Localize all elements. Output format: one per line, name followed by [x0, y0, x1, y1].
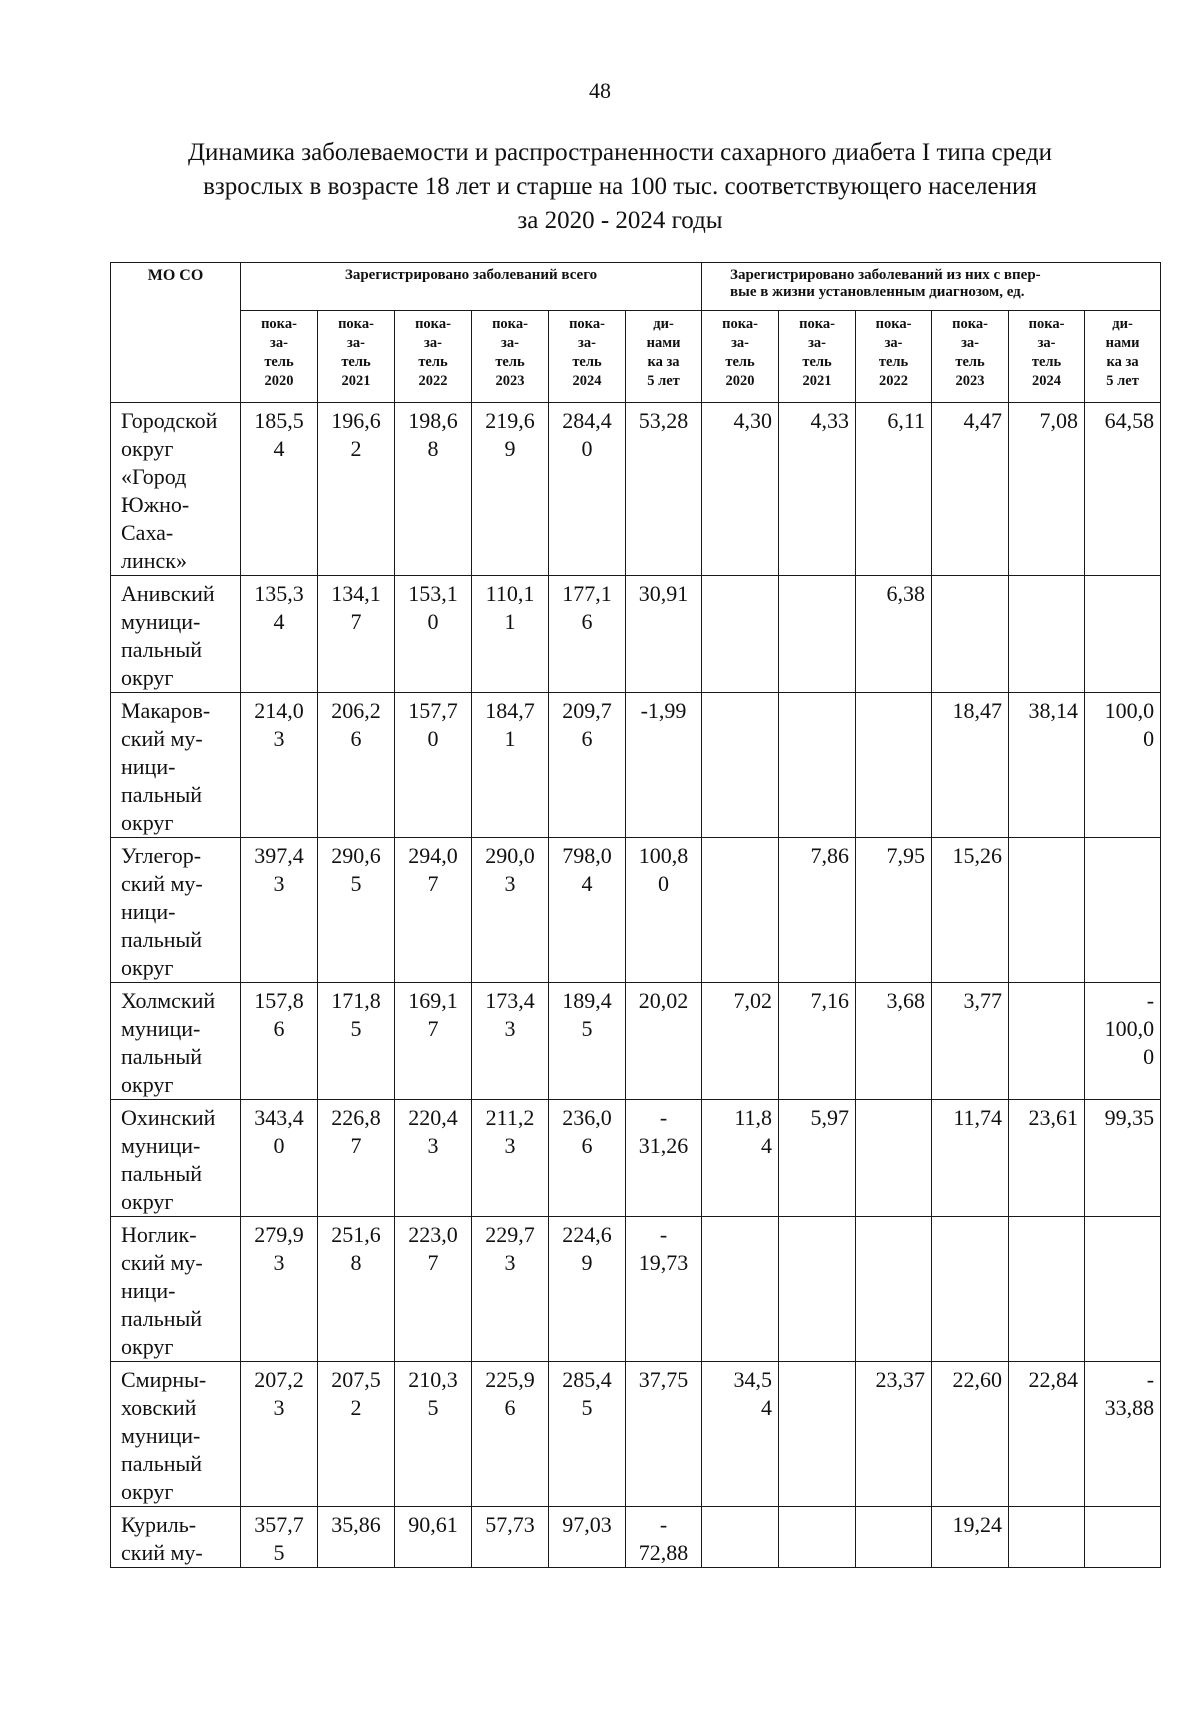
table-cell: - 100,0 0 — [1085, 983, 1161, 1100]
table-cell — [932, 1217, 1009, 1362]
table-cell: 173,4 3 — [472, 983, 549, 1100]
column-header: пока- за- тель 2023 — [932, 311, 1009, 403]
municipality-name: Углегор- ский му- ници- пальный округ — [111, 838, 241, 983]
page-number: 48 — [589, 78, 611, 103]
table-cell: 22,84 — [1009, 1362, 1085, 1507]
column-header: пока- за- тель 2020 — [702, 311, 779, 403]
table-cell — [779, 693, 856, 838]
table-cell: 53,28 — [626, 403, 702, 576]
table-cell: 207,5 2 — [318, 1362, 395, 1507]
table-cell: -1,99 — [626, 693, 702, 838]
table-cell: 294,0 7 — [395, 838, 472, 983]
table-cell: 30,91 — [626, 576, 702, 693]
table-cell: 11,74 — [932, 1100, 1009, 1217]
table-cell: 290,0 3 — [472, 838, 549, 983]
table-cell — [856, 1507, 932, 1568]
table-cell: 798,0 4 — [549, 838, 626, 983]
table-cell — [856, 1217, 932, 1362]
table-cell — [702, 693, 779, 838]
table-cell: 225,9 6 — [472, 1362, 549, 1507]
table-row — [111, 838, 1161, 983]
table-row — [111, 1362, 1161, 1507]
title-line: за 2020 - 2024 годы — [517, 207, 723, 234]
table-cell — [702, 576, 779, 693]
table-cell: 7,08 — [1009, 403, 1085, 576]
table-cell — [702, 1507, 779, 1568]
group-header-all: Зарегистрировано заболеваний всего — [241, 263, 702, 311]
table-cell: 357,7 5 — [241, 1507, 318, 1568]
column-header: пока- за- тель 2020 — [241, 311, 318, 403]
table-cell — [856, 693, 932, 838]
column-header: ди- нами ка за 5 лет — [626, 311, 702, 403]
table-cell: 99,35 — [1085, 1100, 1161, 1217]
table-row — [111, 403, 1161, 576]
table-cell: 206,2 6 — [318, 693, 395, 838]
table-cell: 229,7 3 — [472, 1217, 549, 1362]
column-header: пока- за- тель 2021 — [779, 311, 856, 403]
table-cell: 207,2 3 — [241, 1362, 318, 1507]
table-cell: 224,6 9 — [549, 1217, 626, 1362]
table-cell: 220,4 3 — [395, 1100, 472, 1217]
group-header-first-diagnosed — [702, 263, 1161, 311]
table-cell: 7,86 — [779, 838, 856, 983]
table-cell: 223,0 7 — [395, 1217, 472, 1362]
table-cell: 171,8 5 — [318, 983, 395, 1100]
table-cell — [1009, 838, 1085, 983]
group-header-line: Зарегистрировано заболеваний из них с впер- — [730, 267, 1041, 283]
table-cell: 6,38 — [856, 576, 932, 693]
table-cell — [856, 1100, 932, 1217]
table-cell: 284,4 0 — [549, 403, 626, 576]
table-cell: 6,11 — [856, 403, 932, 576]
table-cell: 64,58 — [1085, 403, 1161, 576]
group-header-line: вые в жизни установленным диагнозом, ед. — [730, 284, 1025, 300]
table-cell: 290,6 5 — [318, 838, 395, 983]
table-cell: 189,4 5 — [549, 983, 626, 1100]
table-cell — [1009, 983, 1085, 1100]
table-cell: 4,30 — [702, 403, 779, 576]
table-cell: 3,77 — [932, 983, 1009, 1100]
table-row — [111, 1217, 1161, 1362]
table-cell: 23,61 — [1009, 1100, 1085, 1217]
table-cell — [702, 838, 779, 983]
table-cell — [932, 576, 1009, 693]
table-cell: 57,73 — [472, 1507, 549, 1568]
column-header: пока- за- тель 2022 — [856, 311, 932, 403]
table-cell: 185,5 4 — [241, 403, 318, 576]
table-cell: 134,1 7 — [318, 576, 395, 693]
table-cell: 184,7 1 — [472, 693, 549, 838]
municipality-name: Ноглик- ский му- ници- пальный округ — [111, 1217, 241, 1362]
table-cell: 177,1 6 — [549, 576, 626, 693]
table-cell — [779, 1507, 856, 1568]
municipality-name: Куриль- ский му- — [111, 1507, 241, 1568]
column-header: ди- нами ка за 5 лет — [1085, 311, 1161, 403]
table-cell: 90,61 — [395, 1507, 472, 1568]
table-row — [111, 1100, 1161, 1217]
table-cell: 343,4 0 — [241, 1100, 318, 1217]
table-row — [111, 693, 1161, 838]
table-cell — [1009, 1217, 1085, 1362]
table-cell — [779, 1362, 856, 1507]
table-cell: 4,47 — [932, 403, 1009, 576]
table-cell: - 33,88 — [1085, 1362, 1161, 1507]
table-cell: 169,1 7 — [395, 983, 472, 1100]
table-cell: 97,03 — [549, 1507, 626, 1568]
table-cell: - 31,26 — [626, 1100, 702, 1217]
municipality-name: Охинский муници- пальный округ — [111, 1100, 241, 1217]
table-cell: 7,16 — [779, 983, 856, 1100]
table-row — [111, 983, 1161, 1100]
table-cell: 226,8 7 — [318, 1100, 395, 1217]
table-row — [111, 576, 1161, 693]
mo-column-header: МО СО — [111, 263, 241, 403]
table-cell — [1085, 838, 1161, 983]
table-cell: 100,0 0 — [1085, 693, 1161, 838]
column-header: пока- за- тель 2024 — [549, 311, 626, 403]
table-cell: 285,4 5 — [549, 1362, 626, 1507]
column-header: пока- за- тель 2024 — [1009, 311, 1085, 403]
table-cell: 397,4 3 — [241, 838, 318, 983]
table-cell — [1085, 576, 1161, 693]
municipality-name: Смирны- ховский муници- пальный округ — [111, 1362, 241, 1507]
table-cell: 196,6 2 — [318, 403, 395, 576]
table-cell: 37,75 — [626, 1362, 702, 1507]
column-header: пока- за- тель 2022 — [395, 311, 472, 403]
table-cell: 157,8 6 — [241, 983, 318, 1100]
table-cell: 19,24 — [932, 1507, 1009, 1568]
table-cell: 34,5 4 — [702, 1362, 779, 1507]
table-cell: 211,2 3 — [472, 1100, 549, 1217]
municipality-name: Холмский муници- пальный округ — [111, 983, 241, 1100]
table-cell: 153,1 0 — [395, 576, 472, 693]
table-cell: 5,97 — [779, 1100, 856, 1217]
table-cell: 135,3 4 — [241, 576, 318, 693]
column-header: пока- за- тель 2021 — [318, 311, 395, 403]
table-cell: 210,3 5 — [395, 1362, 472, 1507]
municipality-name: Макаров- ский му- ници- пальный округ — [111, 693, 241, 838]
diabetes-statistics-table — [110, 262, 1161, 1568]
table-cell: 219,6 9 — [472, 403, 549, 576]
municipality-name: Анивский муници- пальный округ — [111, 576, 241, 693]
table-cell: 3,68 — [856, 983, 932, 1100]
table-cell — [1009, 576, 1085, 693]
municipality-name: Городской округ «Город Южно- Саха- линск» — [111, 403, 241, 576]
table-cell: 4,33 — [779, 403, 856, 576]
table-cell: 157,7 0 — [395, 693, 472, 838]
table-cell: 100,8 0 — [626, 838, 702, 983]
column-header: пока- за- тель 2023 — [472, 311, 549, 403]
table-cell: 279,9 3 — [241, 1217, 318, 1362]
title-line: взрослых в возрасте 18 лет и старше на 100 тыс. соответствующего населения — [203, 173, 1037, 200]
table-cell: 11,8 4 — [702, 1100, 779, 1217]
table-row — [111, 1507, 1161, 1568]
table-cell: 236,0 6 — [549, 1100, 626, 1217]
table-cell: 38,14 — [1009, 693, 1085, 838]
table-cell: 110,1 1 — [472, 576, 549, 693]
table-cell: 7,02 — [702, 983, 779, 1100]
table-cell — [779, 1217, 856, 1362]
table-cell: 209,7 6 — [549, 693, 626, 838]
table-cell: - 19,73 — [626, 1217, 702, 1362]
table-cell: 15,26 — [932, 838, 1009, 983]
table-cell: 20,02 — [626, 983, 702, 1100]
table-cell: 198,6 8 — [395, 403, 472, 576]
document-title — [120, 136, 1120, 238]
table-cell: 18,47 — [932, 693, 1009, 838]
table-cell — [1085, 1217, 1161, 1362]
table-cell: 7,95 — [856, 838, 932, 983]
table-cell: - 72,88 — [626, 1507, 702, 1568]
table-cell — [1009, 1507, 1085, 1568]
table-cell — [1085, 1507, 1161, 1568]
table-cell: 22,60 — [932, 1362, 1009, 1507]
table-cell — [779, 576, 856, 693]
table-cell: 23,37 — [856, 1362, 932, 1507]
table-cell — [702, 1217, 779, 1362]
title-line: Динамика заболеваемости и распространенности сахарного диабета I типа среди — [187, 139, 1052, 166]
table-cell: 251,6 8 — [318, 1217, 395, 1362]
table-cell: 35,86 — [318, 1507, 395, 1568]
table-cell: 214,0 3 — [241, 693, 318, 838]
